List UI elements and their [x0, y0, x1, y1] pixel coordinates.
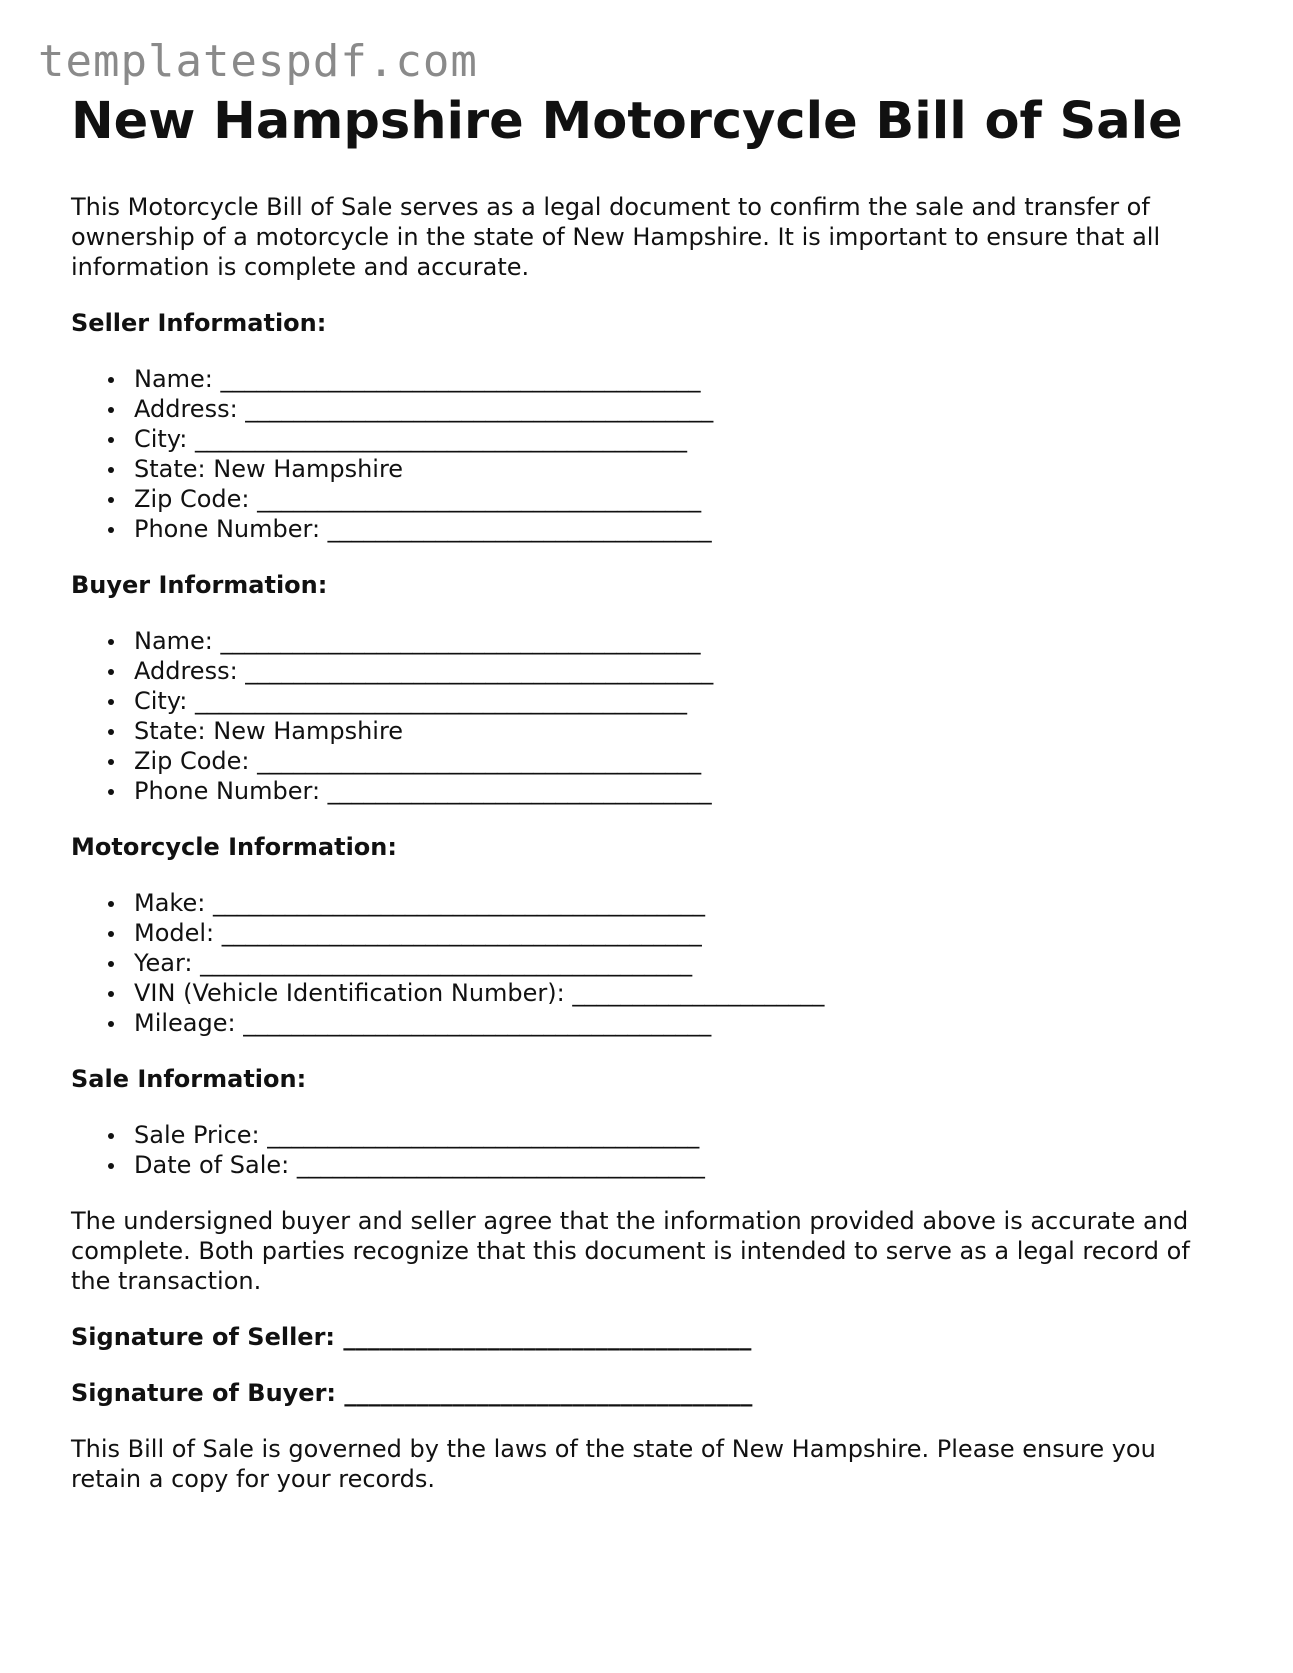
buyer-name-field[interactable]: Name: ________________________________________	[134, 626, 1231, 656]
buyer-phone-field[interactable]: Phone Number: ________________________________	[134, 776, 1231, 806]
sale-price-field[interactable]: Sale Price: ____________________________________	[134, 1120, 1231, 1150]
document	[71, 88, 1231, 1494]
motorcycle-make-field[interactable]: Make: _________________________________________	[134, 888, 1231, 918]
motorcycle-list	[71, 888, 1231, 1038]
seller-heading: Seller Information:	[71, 309, 327, 337]
sale-heading: Sale Information:	[71, 1065, 307, 1093]
seller-name-field[interactable]: Name: ________________________________________	[134, 364, 1231, 394]
closing-paragraph: This Bill of Sale is governed by the laws of the state of New Hampshire. Please ensure you retain a copy for your records.	[71, 1435, 1156, 1493]
seller-phone-field[interactable]: Phone Number: ________________________________	[134, 514, 1231, 544]
watermark: templatespdf.com	[38, 36, 478, 87]
seller-signature-line[interactable]: Signature of Seller: __________________________________	[71, 1323, 752, 1351]
motorcycle-mileage-field[interactable]: Mileage: _______________________________________	[134, 1008, 1231, 1038]
buyer-list	[71, 626, 1231, 806]
motorcycle-model-field[interactable]: Model: ________________________________________	[134, 918, 1231, 948]
sale-date-field[interactable]: Date of Sale: __________________________________	[134, 1150, 1231, 1180]
agreement-paragraph: The undersigned buyer and seller agree that the information provided above is accurate and complete. Both parties recognize that this document is intended to serve as a legal record of the transaction.	[71, 1207, 1190, 1295]
buyer-state-field: State: New Hampshire	[134, 716, 1231, 746]
buyer-zip-field[interactable]: Zip Code: _____________________________________	[134, 746, 1231, 776]
buyer-signature-line[interactable]: Signature of Buyer: __________________________________	[71, 1379, 753, 1407]
motorcycle-vin-field[interactable]: VIN (Vehicle Identification Number): _____________________	[134, 978, 1231, 1008]
seller-address-field[interactable]: Address: _______________________________________	[134, 394, 1231, 424]
seller-city-field[interactable]: City: _________________________________________	[134, 424, 1231, 454]
motorcycle-year-field[interactable]: Year: _________________________________________	[134, 948, 1231, 978]
buyer-address-field[interactable]: Address: _______________________________________	[134, 656, 1231, 686]
intro-paragraph: This Motorcycle Bill of Sale serves as a legal document to confirm the sale and transfer of ownership of a motorcycle in the state of New Hampshire. It is important to ensure that all information is complete and accurate.	[71, 193, 1161, 281]
buyer-heading: Buyer Information:	[71, 571, 328, 599]
seller-state-field: State: New Hampshire	[134, 454, 1231, 484]
buyer-city-field[interactable]: City: _________________________________________	[134, 686, 1231, 716]
seller-zip-field[interactable]: Zip Code: _____________________________________	[134, 484, 1231, 514]
sale-list	[71, 1120, 1231, 1180]
motorcycle-heading: Motorcycle Information:	[71, 833, 397, 861]
seller-list	[71, 364, 1231, 544]
document-title: New Hampshire Motorcycle Bill of Sale	[71, 92, 1183, 151]
